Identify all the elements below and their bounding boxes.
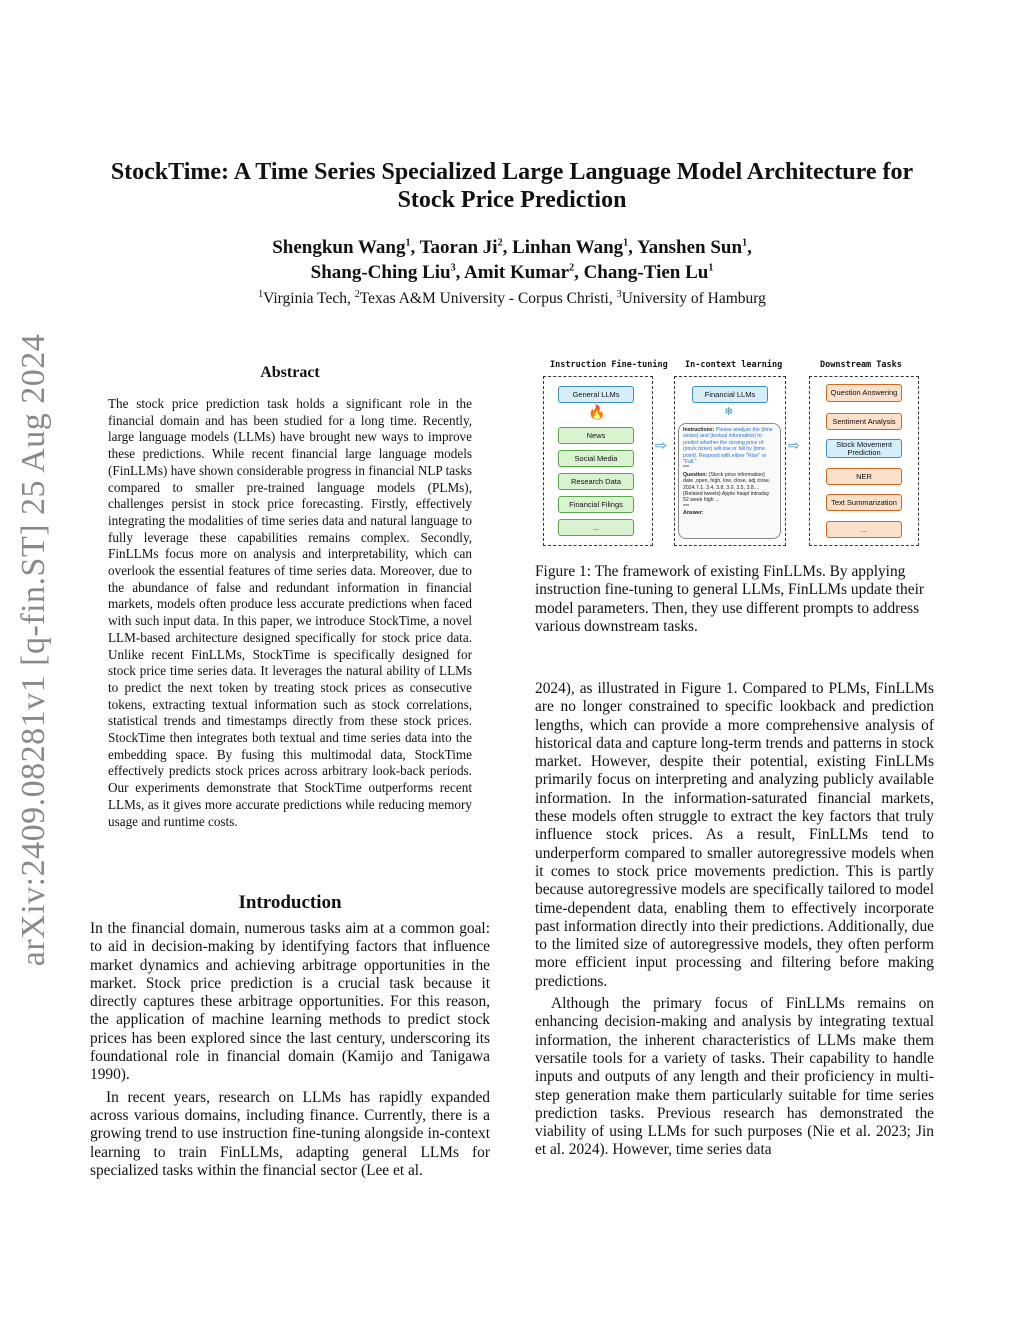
data-item: News — [558, 427, 634, 444]
author: Shengkun Wang — [272, 237, 406, 258]
arrow-right-icon: ⇨ — [788, 438, 800, 454]
author: Linhan Wang — [512, 237, 624, 258]
data-item: Financial Filings — [558, 496, 634, 513]
panel-title: Instruction Fine-tuning — [550, 360, 668, 370]
paragraph: In recent years, research on LLMs has rapidly expanded across various domains, including finance. Currently, there is a growing trend to use instruction fine-tuning alongside in-context learning to train FinLLMs, adapting general LLMs for specialized tasks within the financial sector (Lee et al. — [90, 1088, 490, 1179]
abstract-heading: Abstract — [260, 364, 320, 381]
affiliations: $^1$Virginia Tech, $^2$Texas A&M University - Corpus Christi, $^3$University of Hamburg — [258, 288, 766, 307]
introduction-body — [90, 920, 490, 1180]
task-item: Stock Movement Prediction — [826, 439, 902, 458]
panel-title: In-context learning — [685, 360, 783, 370]
paper-title: StockTime: A Time Series Specialized Large Language Model Architecture for Stock Price Prediction — [110, 159, 914, 213]
author: Taoran Ji — [419, 237, 498, 258]
general-llms-box: General LLMs — [558, 386, 634, 403]
financial-llms-box: Financial LLMs — [692, 386, 768, 403]
right-column-body — [535, 680, 934, 1160]
introduction-heading: Introduction — [238, 892, 342, 913]
task-item: NER — [826, 468, 902, 485]
prompt-box: Instructions: Please analyze the {time series} and {textual information} to predict whether the closing price of {stock ticker} will rise or fall by {time point}. Respond with either "Rise" or "Fall." *** Question: {Stock price information} date ,open, high, low, close, adj close, 2024.7.1, 3.4, 3.8, 3.0, 3.5, 3.8.... {Related tweets} Apple #aapl intraday 52 week high ... *** Answer: — [678, 423, 781, 539]
task-item: Question Answering — [826, 384, 902, 402]
author: Amit Kumar — [464, 262, 570, 283]
author-list: Shengkun Wang$^1$, Taoran Ji$^2$, Linhan Wang$^1$, Yanshen Sun$^1$, Shang-Ching Liu$^3$, Amit Kumar$^2$, Chang-Tien Lu$^1$ — [272, 237, 752, 283]
task-item: Text Summarization — [826, 494, 902, 511]
paragraph: 2024), as illustrated in Figure 1. Compared to PLMs, FinLLMs are no longer constrained to specific lookback and prediction lengths, which can provide a more comprehensive analysis of historical data and capture long-term trends and patterns in stock market. However, despite their potential, existing FinLLMs primarily focus on interpreting and analyzing publicly available information. In the information-saturated financial markets, these models often struggle to extract the key factors that truly influence stock prices. As a result, FinLLMs tend to underperform compared to smaller autoregressive models when it comes to stock price movements prediction. This is partly because autoregressive models are specifically tailored to model time-dependent data, enabling them to effectively incorporate past information directly into their predictions. Additionally, due to the limited size of autoregressive models, they often perform more efficient input processing and filtering before making predictions. — [535, 680, 934, 990]
arxiv-watermark: arXiv:2409.08281v1 [q-fin.ST] 25 Aug 2024 — [15, 333, 52, 967]
panel-instruction-finetuning — [543, 376, 653, 546]
fire-icon: 🔥 — [588, 406, 606, 421]
author: Shang-Ching Liu — [310, 262, 451, 283]
arrow-right-icon: ⇨ — [655, 438, 667, 454]
data-item: ... — [558, 519, 634, 536]
author: Yanshen Sun — [636, 237, 743, 258]
figure-caption: Figure 1: The framework of existing FinLLMs. By applying instruction fine-tuning to general LLMs, FinLLMs update their model parameters. Then, they use different prompts to address various downstream tasks. — [535, 563, 924, 635]
task-item: ... — [826, 521, 902, 538]
data-item: Social Media — [558, 450, 634, 467]
task-item: Sentiment Analysis — [826, 413, 902, 430]
data-item: Research Data — [558, 473, 634, 490]
paragraph: Although the primary focus of FinLLMs remains on enhancing decision-making and analysis by integrating textual information, the inherent characteristics of LLMs make them versatile tools for a variety of tasks. Their capability to handle inputs and outputs of any length and their proficiency in multi-step generation make them particularly suitable for time series prediction tasks. Previous research has demonstrated the viability of using LLMs for such purposes (Nie et al. 2023; Jin et al. 2024). However, time series data — [535, 995, 934, 1159]
snowflake-icon: ❄ — [724, 406, 734, 418]
author: Chang-Tien Lu — [583, 262, 709, 283]
paragraph: In the financial domain, numerous tasks aim at a common goal: to aid in decision-making by identifying factors that influence market dynamics and achieving arbitrage opportunities in the market. Stock price prediction is a crucial task because it directly captures these arbitrage opportunities. For this reason, the application of machine learning methods to predict stock prices has been explored since the last century, underscoring its foundational role in financial domain (Kamijo and Tanigawa 1990). — [90, 920, 490, 1084]
panel-title: Downstream Tasks — [820, 360, 902, 370]
panel-downstream-tasks — [809, 376, 919, 546]
figure-1 — [538, 358, 933, 553]
abstract-text: The stock price prediction task holds a significant role in the financial domain and has been studied for a long time. Recently, large language models (LLMs) have brought new ways to improve these predictions. While recent financial large language models (FinLLMs) have shown considerable progress in financial NLP tasks compared to smaller pre-trained language models (PLMs), challenges persist in stock price forecasting. Firstly, effectively integrating the modalities of time series data and natural language to fully leverage these capabilities remains complex. Secondly, FinLLMs focus more on analysis and interpretability, which can overlook the essential features of time series data. Moreover, due to the abundance of false and redundant information in financial markets, models often produce less accurate predictions when faced with such input data. In this paper, we introduce StockTime, a novel LLM-based architecture designed specifically for stock price data. Unlike recent FinLLMs, StockTime is specifically designed for stock price time series data. It leverages the natural ability of LLMs to predict the next token by treating stock prices as consecutive tokens, extracting textual information such as stock correlations, statistical trends and timestamps directly from these stock prices. StockTime then integrates both textual and time series data into the embedding space. By fusing this multimodal data, StockTime effectively predicts stock prices across arbitrary look-back periods. Our experiments demonstrate that StockTime outperforms recent LLMs, as it gives more accurate predictions while reducing memory usage and runtime costs. — [108, 396, 472, 829]
